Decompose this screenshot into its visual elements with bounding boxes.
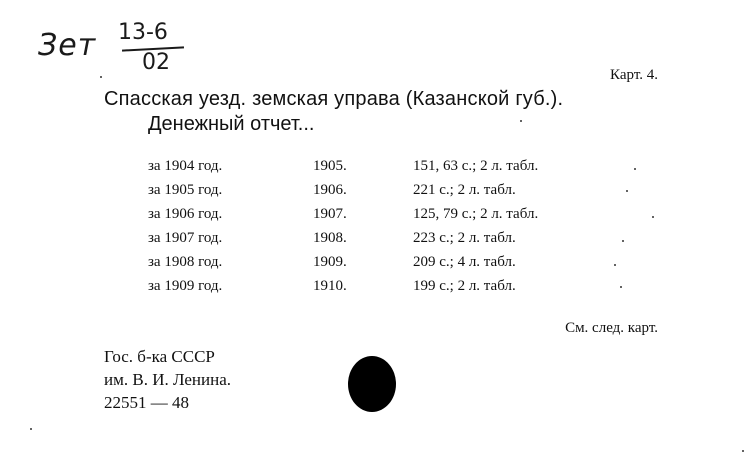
report-year: за 1908 год.: [148, 254, 223, 270]
library-code: 22551 — 48: [104, 393, 189, 412]
report-year: за 1907 год.: [148, 230, 223, 246]
library-stamp: [104, 345, 231, 414]
speck: [634, 168, 636, 170]
report-publication-year: 1907.: [313, 206, 347, 222]
report-publication-year: 1910.: [313, 278, 347, 294]
report-publication-year: 1905.: [313, 158, 347, 174]
speck: [622, 240, 624, 242]
report-pagination: 221 с.; 2 л. табл.: [413, 182, 516, 198]
library-named-after: им. В. И. Ленина.: [104, 370, 232, 389]
card-title: Спасская уезд. земская управа (Казанской губ.).: [104, 88, 564, 110]
report-year: за 1904 год.: [148, 158, 223, 174]
report-pagination: 199 с.; 2 л. табл.: [413, 278, 516, 294]
speck: [614, 264, 616, 266]
report-year: за 1905 год.: [148, 182, 223, 198]
speck: [742, 450, 744, 452]
punch-hole: [348, 356, 396, 412]
speck: [620, 286, 622, 288]
speck: [626, 190, 628, 192]
speck: [30, 428, 32, 430]
report-publication-year: 1909.: [313, 254, 347, 270]
speck: [652, 216, 654, 218]
card-subtitle: Денежный отчет...: [148, 113, 315, 135]
card-number: Карт. 4.: [610, 67, 658, 83]
report-publication-year: 1906.: [313, 182, 347, 198]
report-pagination: 209 с.; 4 л. табл.: [413, 254, 516, 270]
report-pagination: 223 с.; 2 л. табл.: [413, 230, 516, 246]
speck: [520, 120, 522, 122]
see-next-card-note: См. след. карт.: [565, 320, 658, 336]
report-pagination: 151, 63 с.; 2 л. табл.: [413, 158, 539, 174]
handwritten-fraction-top: 13-6: [118, 20, 168, 45]
library-name: Гос. б-ка СССР: [104, 347, 215, 366]
handwritten-prefix: Зет: [38, 28, 97, 63]
report-year: за 1906 год.: [148, 206, 223, 222]
report-publication-year: 1908.: [313, 230, 347, 246]
report-pagination: 125, 79 с.; 2 л. табл.: [413, 206, 539, 222]
speck: [100, 76, 102, 78]
report-year: за 1909 год.: [148, 278, 223, 294]
handwritten-fraction-bottom: 02: [142, 50, 170, 75]
